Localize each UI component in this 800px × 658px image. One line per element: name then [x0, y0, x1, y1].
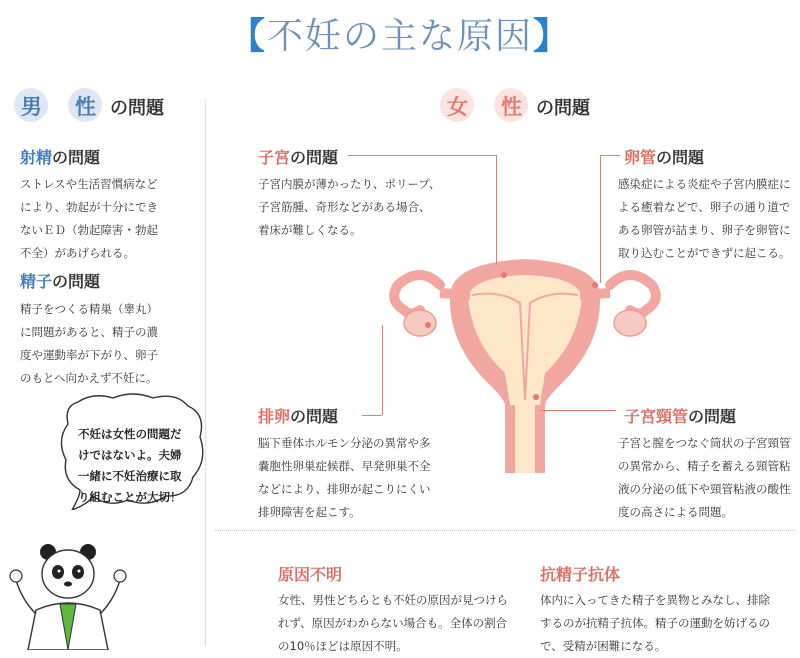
text-line: の10％ほどは原因不明。	[278, 639, 408, 653]
text-line: 子宮筋腫、奇形などがある場合、	[258, 200, 431, 214]
female-tube-key: 卵管	[624, 148, 657, 167]
leader-ovulation-v	[382, 325, 383, 415]
female-uterus-heading	[258, 145, 338, 168]
antibody-heading: 抗精子抗体	[540, 565, 621, 584]
antibody-body	[540, 589, 798, 658]
text-line: れず、原因がわからない場合も。全体の割合	[278, 616, 508, 630]
female-cervix-heading	[624, 404, 736, 427]
page-title	[0, 8, 800, 59]
female-cervix-key: 子宮頸管	[624, 407, 689, 426]
female-cervix-body	[618, 432, 798, 524]
leader-tube-h	[600, 155, 620, 156]
female-tube-heading	[624, 145, 704, 168]
text-line: 不全）があげられる。	[20, 246, 135, 260]
text-line: 不妊は女性の問題だ	[78, 427, 182, 441]
title-text: 不妊の主な原因	[266, 16, 533, 57]
leader-uterus-v	[496, 155, 497, 265]
text-line: けではないよ。夫婦	[78, 448, 182, 462]
title-open-bracket: 【	[228, 16, 267, 57]
text-line: 女性、男性どちらとも不妊の原因が見つけら	[278, 593, 508, 607]
text-line: 精子をつくる精巣（睾丸）	[20, 302, 158, 316]
male-char-1: 男	[21, 95, 42, 119]
text-line: 脳下垂体ホルモン分泌の異常や多	[258, 436, 431, 450]
female-char-2: 性	[501, 95, 522, 119]
unknown-heading: 原因不明	[278, 565, 343, 584]
text-line: 取り込むことができずに起こる。	[618, 246, 791, 260]
female-char-1: 女	[447, 95, 468, 119]
panda-doctor-icon	[8, 538, 128, 650]
male-ejaculation-heading	[20, 145, 100, 168]
male-ejaculation-key: 射精	[20, 148, 53, 167]
text-line: 体内に入ってきた精子を異物とみなし、排除	[540, 593, 770, 607]
text-line: よる癒着などで、卵子の通り道で	[618, 200, 791, 214]
female-uterus-body	[258, 173, 458, 242]
male-char-2: 性	[75, 95, 96, 119]
female-ovulation-body	[258, 432, 458, 524]
text-line: 一緒に不妊治療に取	[78, 469, 182, 483]
text-line: のもとへ向かえず不妊に。	[20, 371, 158, 385]
title-close-bracket: 】	[533, 16, 572, 57]
text-line: ある卵管が詰まり、卵子を卵管に	[618, 223, 791, 237]
female-ovulation-suffix: の問題	[290, 407, 339, 426]
text-line: などにより、排卵が起こりにくい	[258, 482, 431, 496]
male-ejaculation-body	[20, 173, 200, 265]
female-ovulation-heading	[258, 404, 338, 427]
leader-cervix-h	[540, 410, 616, 411]
male-sperm-body	[20, 298, 200, 390]
text-line: 着床が難しくなる。	[258, 223, 362, 237]
male-ejaculation-suffix: の問題	[52, 148, 101, 167]
male-sperm-heading	[20, 269, 100, 292]
text-line: 度や運動率が下がり、卵子	[20, 348, 158, 362]
female-uterus-suffix: の問題	[290, 148, 339, 167]
text-line: 子宮内膜が薄かったり、ポリープ、	[258, 177, 441, 191]
female-tube-body	[618, 173, 798, 265]
leader-tube-v	[600, 155, 601, 283]
text-line: するのが抗精子抗体。精子の運動を妨げるの	[540, 616, 770, 630]
male-sperm-key: 精子	[20, 272, 53, 291]
leader-ovulation-h	[362, 415, 382, 416]
text-line: 度の高さによる問題。	[618, 505, 733, 519]
female-ovulation-key: 排卵	[258, 407, 291, 426]
female-cervix-suffix: の問題	[688, 407, 737, 426]
text-line: 液の分泌の低下や頸管粘液の酸性	[618, 482, 791, 496]
text-line: り組むことが大切！	[78, 490, 182, 504]
text-line: に問題があると、精子の濃	[20, 325, 158, 339]
text-line: 排卵障害を起こす。	[258, 505, 361, 519]
male-sperm-suffix: の問題	[52, 272, 101, 291]
text-line: 子宮と膣をつなぐ筒状の子宮頸管	[618, 436, 791, 450]
bottom-separator	[215, 530, 795, 531]
text-line: により、勃起が十分にでき	[20, 200, 158, 214]
female-heading-suffix: の問題	[536, 98, 590, 119]
female-uterus-key: 子宮	[258, 148, 291, 167]
text-line: で、受精が困難になる。	[540, 639, 667, 653]
female-tube-suffix: の問題	[656, 148, 705, 167]
text-line: 感染症による炎症や子宮内膜症に	[618, 177, 791, 191]
text-line: ないＥＤ（勃起障害・勃起	[20, 223, 158, 237]
text-line: ストレスや生活習慣病など	[20, 177, 158, 191]
text-line: の異常から、精子を蓄える頸管粘	[618, 459, 791, 473]
text-line: 嚢胞性卵巣症候群、早発卵巣不全	[258, 459, 431, 473]
male-heading-suffix: の問題	[110, 98, 164, 119]
unknown-body	[278, 589, 538, 658]
leader-uterus-h	[348, 155, 496, 156]
column-divider	[205, 100, 206, 645]
bubble-text	[78, 424, 208, 508]
